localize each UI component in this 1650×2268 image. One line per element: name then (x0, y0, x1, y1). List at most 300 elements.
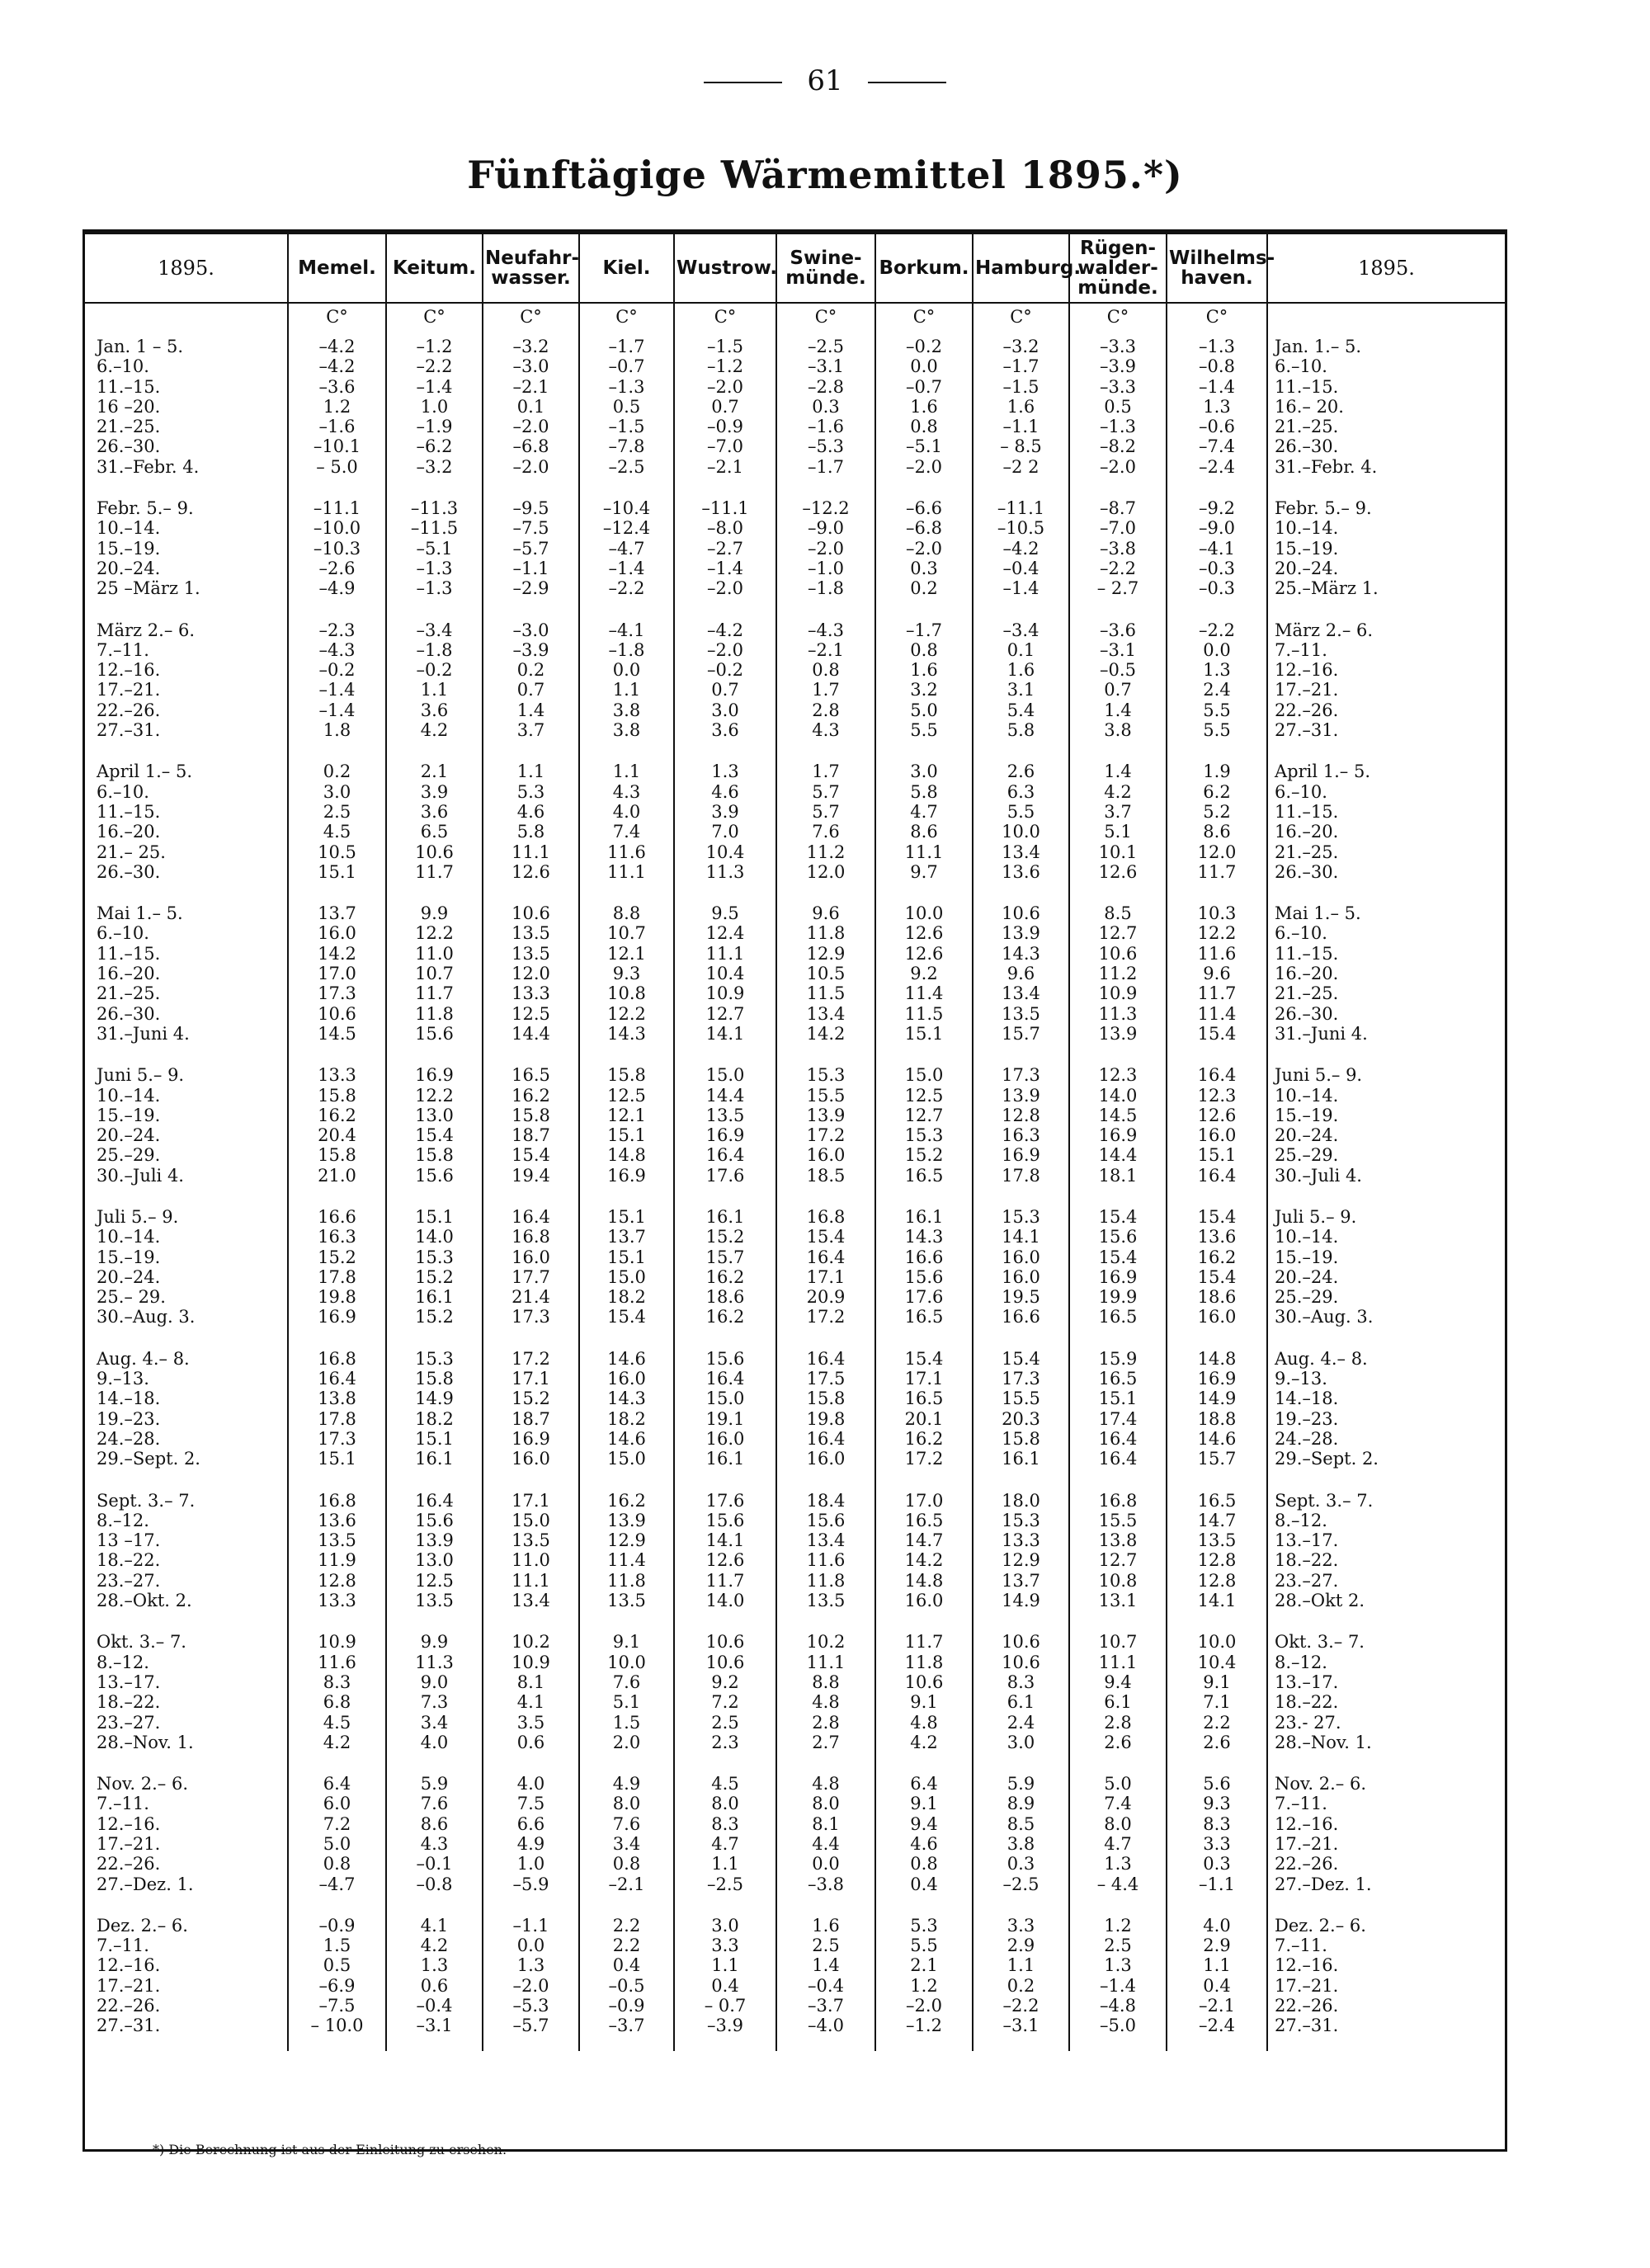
station-values-cell (579, 1767, 674, 1909)
value-line: 16.5 (904, 1165, 944, 1186)
value-line: –1.2 (416, 337, 453, 356)
value-line: 11.1 (705, 943, 745, 964)
value-line: 6.–10. (1275, 923, 1327, 944)
value-line: 16.5 (512, 1065, 550, 1086)
value-line: 14.7 (1197, 1510, 1237, 1530)
value-line: 15.4 (415, 1125, 454, 1146)
station-name-part: Wilhelms- (1169, 248, 1275, 269)
value-line: – 2.7 (1096, 578, 1139, 599)
value-line: 9.2 (711, 1672, 739, 1692)
value-line: –1.0 (808, 558, 844, 578)
value-line: 15.4 (607, 1307, 646, 1327)
value-line: –10.5 (997, 518, 1045, 539)
value-line: 16.2 (1197, 1247, 1237, 1267)
value-line: 11.–15. (97, 943, 161, 964)
value-line: 2.5 (323, 801, 351, 822)
station-values-cell (875, 1909, 973, 2051)
value-line: 10.6 (1002, 1632, 1040, 1653)
value-line: 17.–21. (97, 1834, 161, 1854)
value-line: Febr. 5.– 9. (97, 498, 194, 519)
value-line: –0.8 (416, 1874, 453, 1894)
value-line: 2.8 (812, 1712, 840, 1733)
value-line: 8.–12. (97, 1510, 149, 1530)
value-line: 18.2 (607, 1287, 646, 1308)
value-line: 14.9 (1197, 1389, 1237, 1409)
value-line: April 1.– 5. (1275, 762, 1371, 782)
value-line: 14.7 (904, 1530, 944, 1551)
value-line: 1.1 (612, 762, 641, 782)
value-line: 13.6 (318, 1510, 356, 1530)
value-line: 15.4 (1002, 1348, 1040, 1369)
station-values-cell (776, 1625, 875, 1767)
value-line: 13.0 (415, 1550, 454, 1571)
station-values-cell (1167, 1484, 1267, 1626)
value-line: 10.6 (318, 1003, 356, 1024)
station-values-cell (579, 614, 674, 756)
value-line: 18.2 (607, 1408, 646, 1429)
value-line: 12.7 (904, 1105, 944, 1125)
unit-cell (1267, 303, 1505, 330)
value-line: –2 2 (1002, 456, 1040, 477)
value-line: 3.7 (516, 720, 545, 741)
value-line: 17.1 (512, 1369, 550, 1389)
value-line: 27.–31. (1275, 2016, 1339, 2036)
value-line: 9.0 (420, 1672, 449, 1692)
value-line: 9.2 (910, 964, 938, 984)
value-line: 8.0 (612, 1794, 641, 1814)
value-line: 4.3 (812, 720, 840, 741)
value-line: 5.3 (910, 1915, 938, 1936)
station-values-cell (483, 1625, 579, 1767)
value-line: 27.–Dez. 1. (1275, 1874, 1372, 1894)
value-line: 15.7 (705, 1247, 745, 1267)
value-line: –7.0 (1100, 518, 1136, 539)
period-cell-right (1267, 1909, 1505, 2051)
value-line: 12.2 (607, 1003, 646, 1024)
value-line: 4.3 (612, 781, 641, 802)
value-line: –1.3 (416, 558, 453, 578)
value-line: 18.0 (1002, 1490, 1040, 1511)
value-line: –2.1 (808, 639, 844, 660)
value-line: –3.1 (416, 2016, 453, 2036)
value-line: –5.3 (512, 1996, 549, 2016)
value-line: –3.7 (608, 2016, 645, 2036)
value-line: –2.6 (318, 558, 356, 578)
month-block-row (85, 1059, 1505, 1200)
header-station (973, 234, 1082, 303)
value-line: 4.7 (910, 801, 938, 822)
value-line: 12.–16. (97, 1955, 161, 1976)
value-line: 12.2 (415, 923, 454, 944)
value-line: 7.6 (420, 1794, 449, 1814)
value-line: 4.5 (323, 822, 351, 842)
value-line: –5.0 (1100, 2016, 1136, 2036)
value-line: –11.1 (313, 498, 361, 519)
value-line: 14.6 (607, 1348, 646, 1369)
station-values-cell (1167, 614, 1267, 756)
value-line: 12.6 (1197, 1105, 1237, 1125)
value-line: 15.–19. (97, 1105, 161, 1125)
value-line: 15.3 (904, 1125, 944, 1146)
station-values-cell (973, 1767, 1069, 1909)
value-line: 1.4 (812, 1955, 840, 1976)
station-values-cell (1069, 614, 1167, 756)
value-line: 1.0 (516, 1854, 545, 1874)
value-line: 9.6 (1006, 964, 1035, 984)
value-line: 16.9 (415, 1065, 454, 1086)
value-line: –1.9 (416, 417, 453, 437)
value-line: –1.6 (318, 417, 356, 437)
value-line: 17.0 (904, 1490, 944, 1511)
value-line: –12.4 (602, 518, 651, 539)
value-line: 1.6 (1006, 660, 1035, 681)
station-values-cell (1167, 492, 1267, 613)
value-line: 16.4 (705, 1145, 745, 1166)
value-line: April 1.– 5. (97, 762, 193, 782)
value-line: 20.3 (1002, 1408, 1040, 1429)
value-line: –1.3 (608, 376, 645, 397)
value-line: 0.0 (516, 1936, 545, 1956)
value-line: 10.4 (1197, 1652, 1237, 1672)
value-line: 5.1 (612, 1692, 641, 1713)
value-line: 13.7 (1002, 1570, 1040, 1591)
value-line: 2.0 (612, 1732, 641, 1752)
value-line: 10.–14. (97, 1085, 161, 1106)
value-line: –7.8 (608, 436, 645, 457)
station-values-cell (973, 1625, 1069, 1767)
value-line: –1.3 (1100, 417, 1136, 437)
value-line: 11.–15. (97, 376, 161, 397)
value-line: 17.8 (1002, 1165, 1040, 1186)
value-line: 11.2 (1098, 964, 1138, 984)
value-line: 17.3 (512, 1307, 550, 1327)
value-line: 10.–14. (1275, 1227, 1339, 1247)
value-line: 16.1 (415, 1287, 454, 1308)
value-line: 26.–30. (1275, 1003, 1339, 1024)
value-line: –2.4 (1199, 2016, 1235, 2036)
value-line: –11.5 (410, 518, 459, 539)
station-values-cell (973, 1342, 1069, 1484)
value-line: –1.1 (512, 1915, 549, 1936)
header-station (776, 234, 875, 303)
value-line: 20.–24. (1275, 1266, 1339, 1287)
value-line: 23.–27. (97, 1570, 161, 1591)
value-line: 11.4 (607, 1550, 646, 1571)
station-values-cell (875, 614, 973, 756)
station-values-cell (579, 897, 674, 1059)
value-line: –4.1 (1199, 538, 1235, 559)
value-line: –0.4 (808, 1975, 844, 1996)
value-line: –3.8 (808, 1874, 844, 1894)
value-line: 18.6 (705, 1287, 745, 1308)
value-line: Nov. 2.– 6. (97, 1774, 188, 1794)
station-name-part: Neufahr- (485, 248, 580, 269)
value-line: 10.0 (1197, 1632, 1237, 1653)
value-line: 0.0 (812, 1854, 840, 1874)
value-line: 16.9 (1197, 1369, 1237, 1389)
value-line: 15.2 (415, 1266, 454, 1287)
value-line: –1.4 (318, 680, 356, 700)
station-values-cell (1069, 1059, 1167, 1200)
value-line: 22.–26. (1275, 700, 1339, 720)
value-line: – 10.0 (310, 2016, 364, 2036)
header-station (386, 234, 483, 303)
value-line: 13.4 (806, 1003, 846, 1024)
station-values-cell (875, 492, 973, 613)
value-line: –4.8 (1100, 1996, 1136, 2016)
value-line: 10.5 (806, 964, 846, 984)
station-values-cell (579, 1059, 674, 1200)
value-line: –3.2 (512, 337, 549, 356)
value-line: 11.7 (1197, 983, 1237, 1004)
value-line: –1.5 (707, 337, 743, 356)
value-line: 15.4 (806, 1227, 846, 1247)
value-line: 5.9 (1006, 1774, 1035, 1794)
value-line: 8.5 (1006, 1813, 1035, 1834)
value-line: 0.3 (910, 558, 938, 578)
station-values-cell (973, 897, 1069, 1059)
value-line: 0.7 (711, 680, 739, 700)
value-line: 5.5 (1203, 700, 1231, 720)
value-line: 12.5 (904, 1085, 944, 1106)
value-line: 26.–30. (1275, 436, 1339, 457)
value-line: 30.–Aug. 3. (1275, 1307, 1374, 1327)
period-cell-right (1267, 1625, 1505, 1767)
value-line: –1.1 (1199, 1874, 1235, 1894)
value-line: 1.9 (1203, 762, 1231, 782)
value-line: 5.7 (812, 781, 840, 802)
value-line: –1.5 (1002, 376, 1040, 397)
value-line: –2.5 (707, 1874, 743, 1894)
value-line: 11.0 (415, 943, 454, 964)
value-line: 5.0 (1104, 1774, 1132, 1794)
value-line: –10.3 (313, 538, 361, 559)
value-line: 5.0 (910, 700, 938, 720)
station-values-cell (288, 1484, 386, 1626)
value-line: Juli 5.– 9. (1275, 1206, 1357, 1227)
value-line: 16.0 (1197, 1307, 1237, 1327)
value-line: 1.5 (612, 1712, 641, 1733)
value-line: –2.1 (608, 1874, 645, 1894)
value-line: 10.–14. (1275, 518, 1339, 539)
value-line: 11.1 (904, 842, 944, 862)
value-line: 13.8 (1098, 1530, 1138, 1551)
station-values-cell (1167, 1909, 1267, 2051)
value-line: –1.1 (512, 558, 549, 578)
value-line: –2.2 (608, 578, 645, 599)
period-cell-left (85, 755, 288, 897)
value-line: –3.9 (707, 2016, 743, 2036)
period-cell-right (1267, 330, 1505, 492)
value-line: 17.6 (904, 1287, 944, 1308)
value-line: 12.–16. (1275, 1955, 1339, 1976)
value-line: 10.9 (512, 1652, 550, 1672)
value-line: 21.–25. (97, 417, 161, 437)
value-line: Jan. 1.– 5. (1275, 337, 1362, 356)
value-line: 13.3 (1002, 1530, 1040, 1551)
value-line: 9.3 (612, 964, 641, 984)
value-line: März 2.– 6. (1275, 620, 1374, 640)
value-line: 15.8 (607, 1065, 646, 1086)
value-line: –5.7 (512, 538, 549, 559)
value-line: 10.9 (1098, 983, 1138, 1004)
value-line: 6.3 (1006, 781, 1035, 802)
value-line: 15.6 (415, 1023, 454, 1044)
station-values-cell (483, 330, 579, 492)
period-cell-left (85, 1767, 288, 1909)
value-line: –11.1 (701, 498, 749, 519)
value-line: 7.0 (711, 822, 739, 842)
value-line: 13.8 (318, 1389, 356, 1409)
value-line: 10.8 (1098, 1570, 1138, 1591)
month-block-row (85, 330, 1505, 492)
value-line: 2.7 (812, 1732, 840, 1752)
value-line: 30.–Juli 4. (97, 1165, 184, 1186)
station-name-part: Swine- (790, 248, 862, 269)
value-line: 0.2 (516, 660, 545, 681)
value-line: 1.7 (812, 680, 840, 700)
value-line: 15.1 (607, 1206, 646, 1227)
value-line: –1.3 (1199, 337, 1235, 356)
value-line: 7.–11. (97, 639, 149, 660)
value-line: 17.2 (512, 1348, 550, 1369)
value-line: –2.2 (1199, 620, 1235, 640)
footnote: *) Die Berechnung ist aus der Einleitung zu ersehen. (153, 2142, 507, 2157)
value-line: 7.2 (711, 1692, 739, 1713)
value-line: 15.8 (415, 1145, 454, 1166)
station-values-cell (875, 1342, 973, 1484)
station-values-cell (776, 1767, 875, 1909)
period-cell-left (85, 330, 288, 492)
value-line: –2.9 (512, 578, 549, 599)
period-cell-right (1267, 1767, 1505, 1909)
value-line: 14.1 (1197, 1591, 1237, 1611)
value-line: 22.–26. (97, 1996, 161, 2016)
value-line: 1.2 (910, 1975, 938, 1996)
station-values-cell (1167, 1059, 1267, 1200)
value-line: 19.–23. (97, 1408, 161, 1429)
value-line: 10.4 (705, 964, 745, 984)
value-line: –4.3 (808, 620, 844, 640)
value-line: 21.–25. (1275, 983, 1339, 1004)
value-line: 15.6 (415, 1510, 454, 1530)
value-line: –4.2 (707, 620, 743, 640)
value-line: 4.6 (516, 801, 545, 822)
value-line: 15.5 (1098, 1510, 1138, 1530)
value-line: –7.4 (1199, 436, 1235, 457)
value-line: 13.–17. (1275, 1530, 1339, 1551)
value-line: 2.6 (1203, 1732, 1231, 1752)
value-line: –7.5 (318, 1996, 356, 2016)
value-line: 2.9 (1006, 1936, 1035, 1956)
value-line: 14.5 (318, 1023, 356, 1044)
station-values-cell (483, 1484, 579, 1626)
station-values-cell (386, 1909, 483, 2051)
value-line: –2.4 (1199, 456, 1235, 477)
value-line: –2.3 (318, 620, 356, 640)
value-line: 16.0 (512, 1247, 550, 1267)
value-line: 15.–19. (97, 1247, 161, 1267)
value-line: 16.2 (904, 1428, 944, 1449)
value-line: 14.0 (415, 1227, 454, 1247)
value-line: 17.3 (318, 1428, 356, 1449)
value-line: –0.7 (608, 356, 645, 377)
value-line: –2.5 (608, 456, 645, 477)
value-line: 23.- 27. (1275, 1712, 1341, 1733)
station-values-cell (386, 614, 483, 756)
value-line: 15.6 (806, 1510, 846, 1530)
value-line: –1.1 (1002, 417, 1040, 437)
value-line: 31.–Febr. 4. (1275, 456, 1378, 477)
value-line: 9.–13. (97, 1369, 149, 1389)
value-line: Okt. 3.– 7. (1275, 1632, 1365, 1653)
value-line: –2.0 (808, 538, 844, 559)
value-line: –0.4 (1002, 558, 1040, 578)
station-values-cell (483, 1767, 579, 1909)
value-line: 1.7 (812, 762, 840, 782)
value-line: 0.4 (1203, 1975, 1231, 1996)
value-line: 21.4 (512, 1287, 550, 1308)
value-line: 14.9 (415, 1389, 454, 1409)
value-line: –1.3 (416, 578, 453, 599)
unit-cell: C° (1069, 303, 1167, 330)
value-line: 1.8 (323, 720, 351, 741)
value-line: 16.0 (318, 923, 356, 944)
period-cell-left (85, 1909, 288, 2051)
value-line: 16.8 (318, 1490, 356, 1511)
value-line: 7.6 (612, 1672, 641, 1692)
value-line: 10.–14. (97, 1227, 161, 1247)
value-line: –1.8 (808, 578, 844, 599)
month-block-row (85, 492, 1505, 613)
period-cell-left (85, 1059, 288, 1200)
value-line: 0.0 (910, 356, 938, 377)
station-values-cell (973, 492, 1069, 613)
value-line: 9.9 (420, 1632, 449, 1653)
station-values-cell (973, 1200, 1069, 1342)
station-values-cell (875, 1484, 973, 1626)
value-line: 16.3 (1002, 1125, 1040, 1146)
value-line: 16.1 (1002, 1449, 1040, 1469)
value-line: 2.6 (1104, 1732, 1132, 1752)
value-line: 15.1 (1098, 1389, 1138, 1409)
station-values-cell (483, 492, 579, 613)
value-line: 14.9 (1002, 1591, 1040, 1611)
value-line: 16.9 (1098, 1125, 1138, 1146)
value-line: –4.2 (318, 356, 356, 377)
value-line: 16.2 (607, 1490, 646, 1511)
value-line: 17.6 (705, 1165, 745, 1186)
value-line: –9.2 (1199, 498, 1235, 519)
value-line: –5.7 (512, 2016, 549, 2036)
value-line: 4.1 (516, 1692, 545, 1713)
value-line: 16.0 (607, 1369, 646, 1389)
value-line: 12.–16. (1275, 1813, 1339, 1834)
station-values-cell (973, 614, 1069, 756)
value-line: 13.5 (512, 1530, 550, 1551)
value-line: 21.–25. (1275, 842, 1339, 862)
value-line: 17.1 (512, 1490, 550, 1511)
value-line: 0.8 (612, 1854, 641, 1874)
value-line: 16.5 (904, 1389, 944, 1409)
period-cell-left (85, 614, 288, 756)
value-line: 18.6 (1197, 1287, 1237, 1308)
value-line: 4.4 (812, 1834, 840, 1854)
value-line: 1.3 (1104, 1955, 1132, 1976)
value-line: –0.2 (707, 660, 743, 681)
value-line: 15.1 (415, 1428, 454, 1449)
value-line: 5.5 (910, 720, 938, 741)
